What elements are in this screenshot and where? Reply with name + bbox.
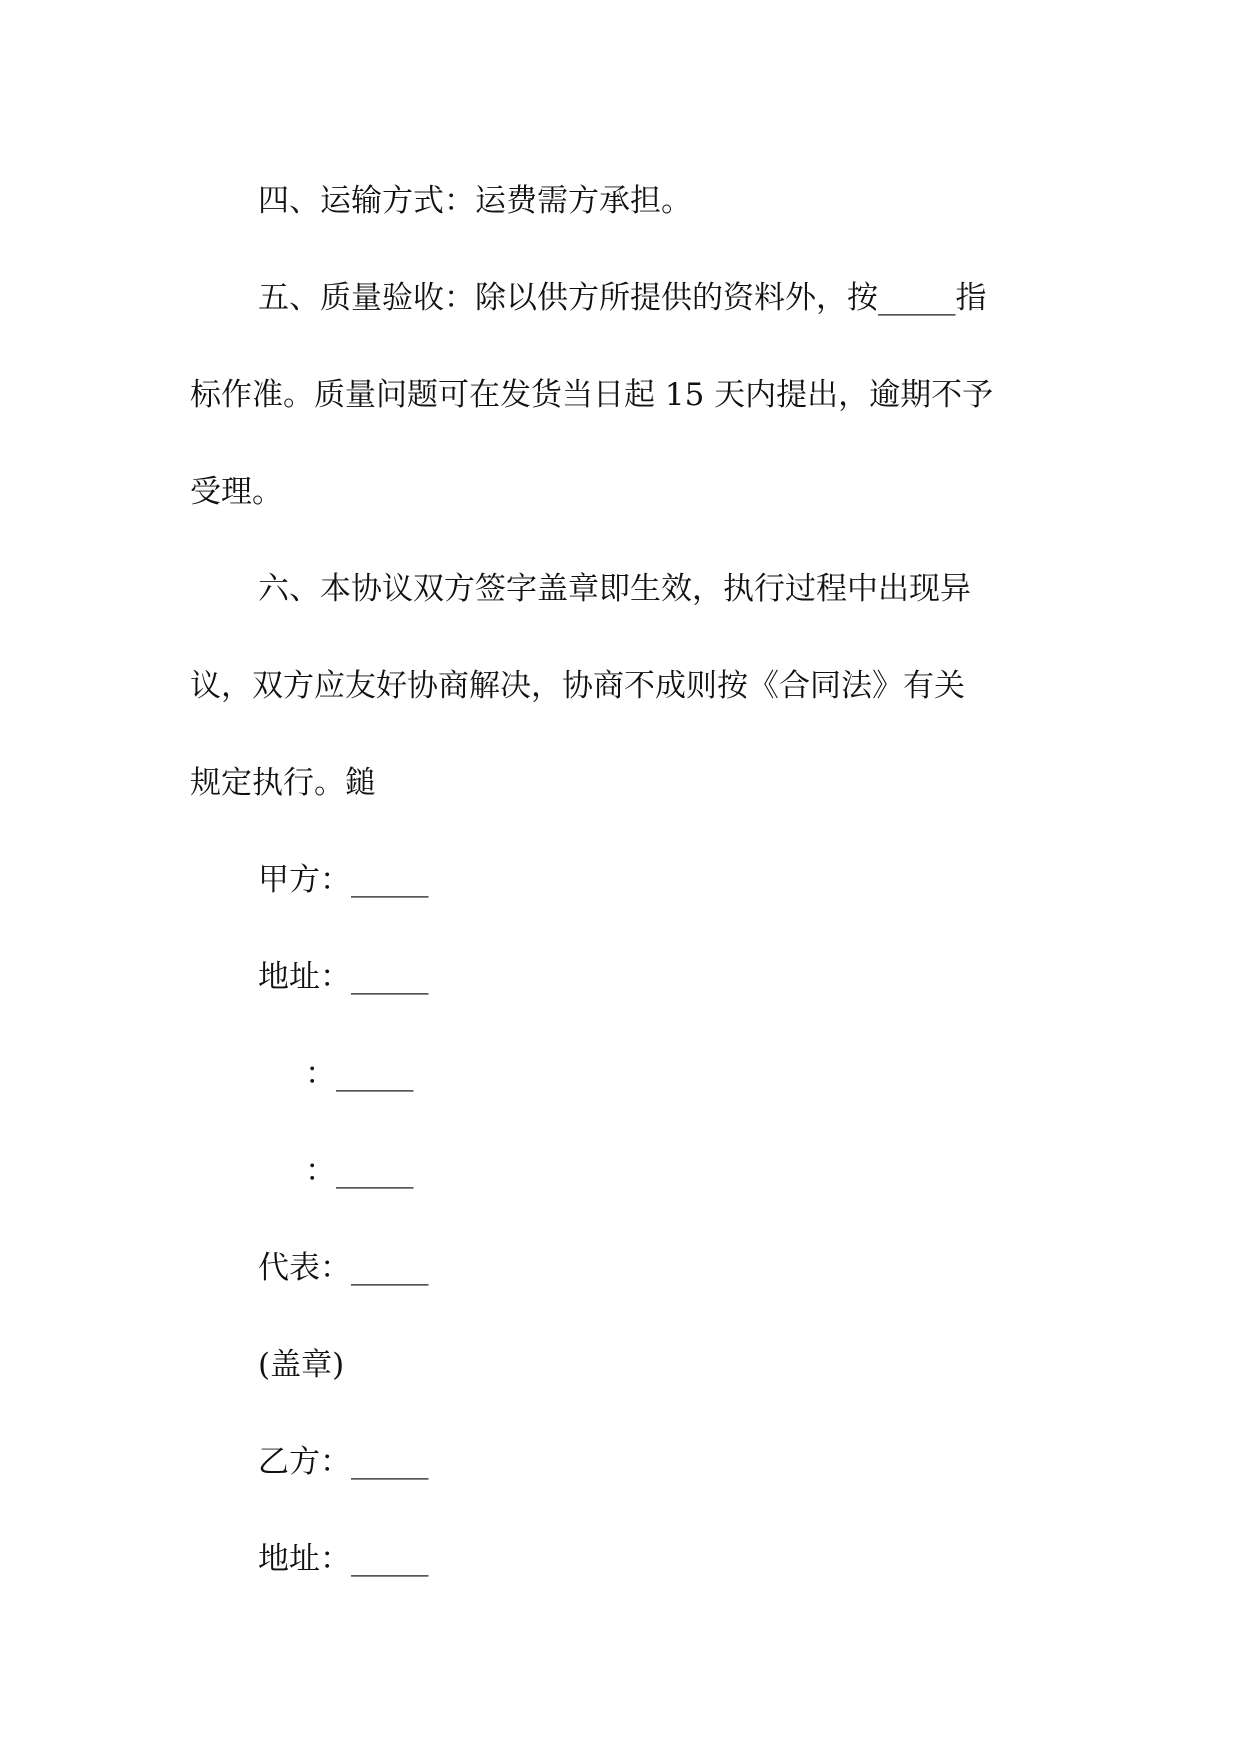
section-6-effect-line-3: 规定执行。鎚	[190, 765, 376, 801]
section-5-quality-line-1: 五、质量验收：除以供方所提供的资料外，按_____指	[258, 280, 987, 316]
party-b-address: 地址：_____	[258, 1541, 429, 1577]
party-b-name: 乙方：_____	[258, 1444, 429, 1480]
section-4-transport: 四、运输方式：运费需方承担。	[258, 183, 692, 219]
party-a-field-3: ：_____	[305, 1056, 414, 1092]
section-5-quality-line-2: 标作准。质量问题可在发货当日起 15 天内提出，逾期不予	[190, 377, 994, 413]
party-a-name: 甲方：_____	[258, 862, 429, 898]
party-a-field-4: ：_____	[305, 1153, 414, 1189]
section-5-quality-line-3: 受理。	[190, 474, 283, 510]
party-a-address: 地址：_____	[258, 959, 429, 995]
section-6-effect-line-1: 六、本协议双方签字盖章即生效，执行过程中出现异	[258, 571, 971, 607]
party-a-representative: 代表：_____	[258, 1250, 429, 1286]
party-a-seal: (盖章)	[258, 1347, 345, 1383]
section-6-effect-line-2: 议，双方应友好协商解决，协商不成则按《合同法》有关	[190, 668, 965, 704]
